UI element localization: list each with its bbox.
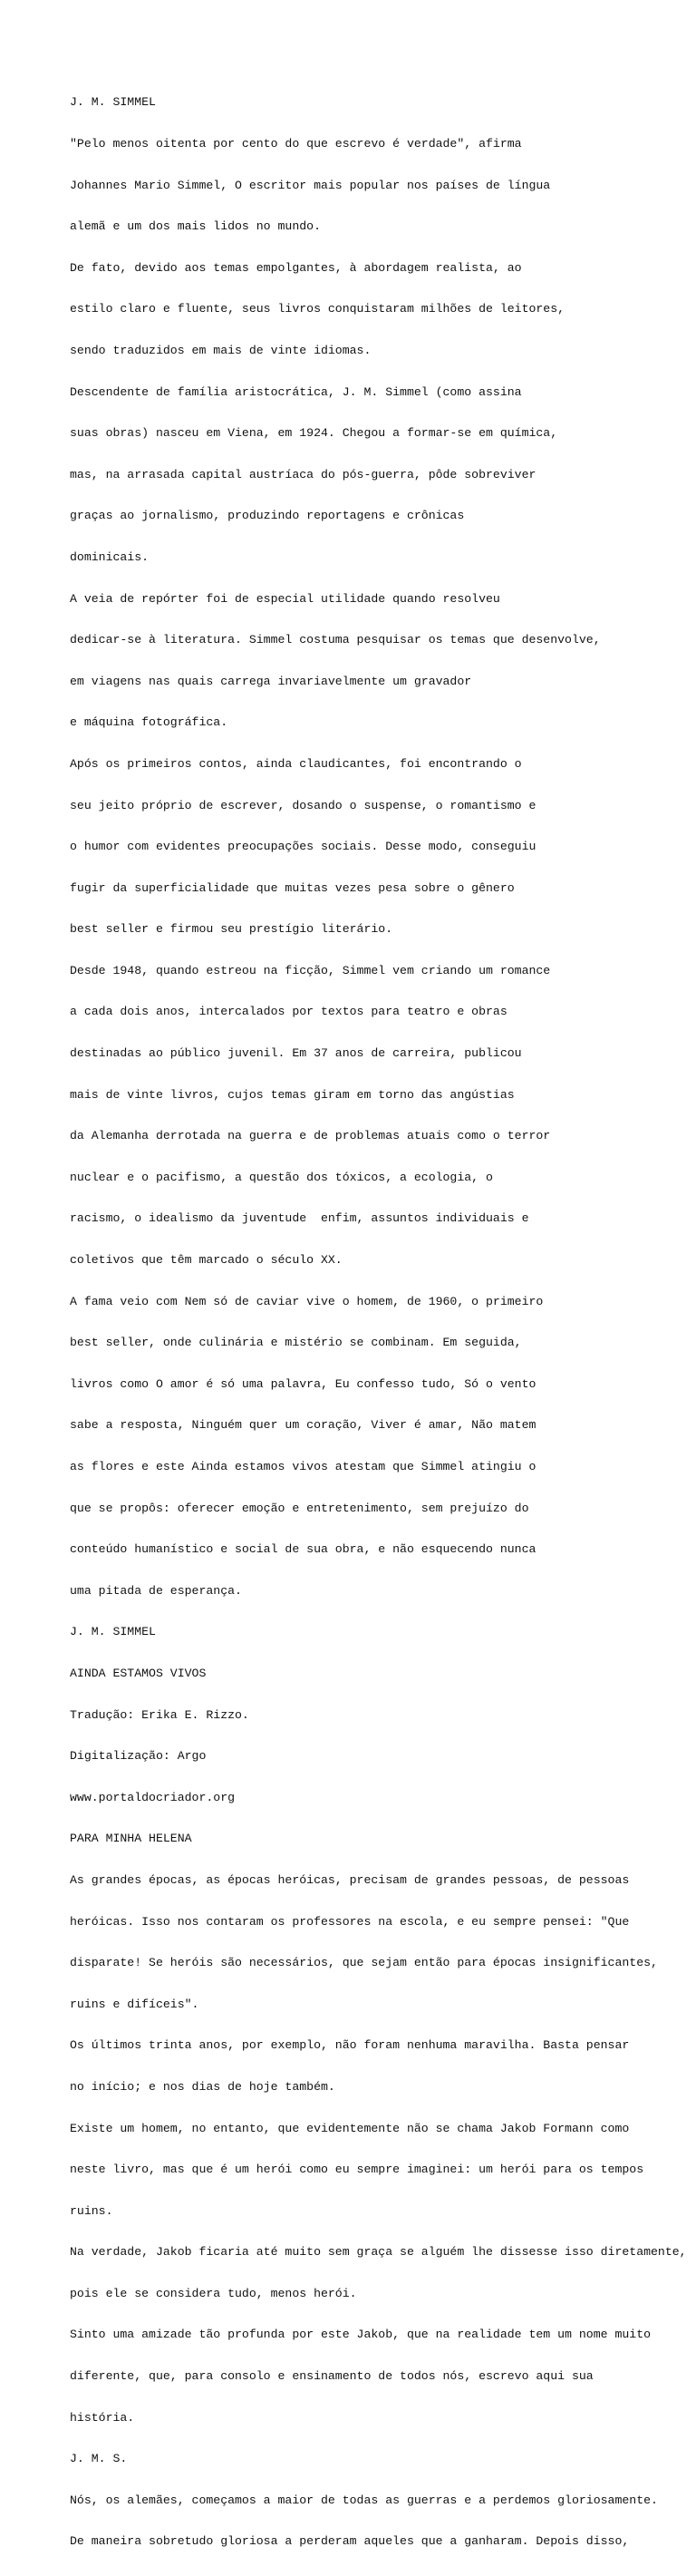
text-line: que se propôs: oferecer emoção e entretenimento, sem prejuízo do <box>70 1501 529 1515</box>
text-line: alemã e um dos mais lidos no mundo. <box>70 219 321 234</box>
text-line: disparate! Se heróis são necessários, que sejam então para épocas insignificantes, <box>70 1956 658 1970</box>
text-line: livros como O amor é só uma palavra, Eu confesso tudo, Só o vento <box>70 1376 536 1391</box>
text-line: graças ao jornalismo, produzindo reportagens e crônicas <box>70 509 465 523</box>
text-line: heróicas. Isso nos contaram os professores na escola, e eu sempre pensei: "Que <box>70 1914 630 1929</box>
text-line: a cada dois anos, intercalados por textos para teatro e obras <box>70 1005 508 1019</box>
text-line: suas obras) nasceu em Viena, em 1924. Chegou a formar-se em química, <box>70 426 558 441</box>
text-line: seu jeito próprio de escrever, dosando o suspense, o romantismo e <box>70 798 536 812</box>
text-line: uma pitada de esperança. <box>70 1583 242 1598</box>
text-line: PARA MINHA HELENA <box>70 1832 192 1846</box>
text-line: racismo, o idealismo da juventude enfim, assuntos individuais e <box>70 1211 529 1226</box>
text-line: em viagens nas quais carrega invariavelmente um gravador <box>70 674 472 688</box>
text-line: as flores e este Ainda estamos vivos atestam que Simmel atingiu o <box>70 1460 536 1473</box>
text-line: ruins. <box>70 2203 113 2218</box>
text-line: destinadas ao público juvenil. Em 37 anos de carreira, publicou <box>70 1046 522 1061</box>
text-line: coletivos que têm marcado o século XX. <box>70 1253 343 1268</box>
text-line: De maneira sobretudo gloriosa a perderam aqueles que a ganharam. Depois disso, <box>70 2534 630 2549</box>
text-line: mais de vinte livros, cujos temas giram em torno das angústias <box>70 1087 515 1102</box>
document-text <box>70 68 686 2576</box>
text-line: A veia de repórter foi de especial utilidade quando resolveu <box>70 591 500 606</box>
text-line: diferente, que, para consolo e ensinamento de todos nós, escrevo aqui sua <box>70 2369 594 2384</box>
text-line: best seller e firmou seu prestígio literário. <box>70 922 393 937</box>
text-line: sendo traduzidos em mais de vinte idiomas. <box>70 343 372 357</box>
text-line: Existe um homem, no entanto, que evidentemente não se chama Jakob Formann como <box>70 2121 630 2135</box>
text-line: J. M. SIMMEL <box>70 95 156 110</box>
text-line: As grandes épocas, as épocas heróicas, precisam de grandes pessoas, de pessoas <box>70 1872 630 1887</box>
text-line: fugir da superficialidade que muitas vezes pesa sobre o gênero <box>70 880 515 895</box>
text-line: Descendente de família aristocrática, J. M. Simmel (como assina <box>70 384 522 399</box>
text-line: neste livro, mas que é um herói como eu sempre imaginei: um herói para os tempos <box>70 2163 644 2177</box>
text-line: da Alemanha derrotada na guerra e de problemas atuais como o terror <box>70 1129 551 1143</box>
text-line: mas, na arrasada capital austríaca do pós-guerra, pôde sobreviver <box>70 467 536 481</box>
text-line: J. M. SIMMEL <box>70 1625 156 1639</box>
text-line: nuclear e o pacifismo, a questão dos tóxicos, a ecologia, o <box>70 1170 493 1184</box>
text-line: dominicais. <box>70 549 150 564</box>
text-line: pois ele se considera tudo, menos herói. <box>70 2286 357 2300</box>
text-line: dedicar-se à literatura. Simmel costuma pesquisar os temas que desenvolve, <box>70 633 601 647</box>
text-line: A fama veio com Nem só de caviar vive o homem, de 1960, o primeiro <box>70 1294 544 1308</box>
text-line: best seller, onde culinária e mistério se combinam. Em seguida, <box>70 1336 522 1350</box>
text-line: "Pelo menos oitenta por cento do que escrevo é verdade", afirma <box>70 137 522 151</box>
text-line: J. M. S. <box>70 2452 128 2466</box>
text-line: história. <box>70 2410 135 2425</box>
text-line: ruins e difíceis". <box>70 1997 199 2011</box>
text-line: Johannes Mario Simmel, O escritor mais popular nos países de língua <box>70 178 551 192</box>
text-line: Sinto uma amizade tão profunda por este Jakob, que na realidade tem um nome muito <box>70 2328 652 2342</box>
text-line: no início; e nos dias de hoje também. <box>70 2079 335 2094</box>
text-line: Na verdade, Jakob ficaria até muito sem graça se alguém lhe dissesse isso diretamente, <box>70 2245 687 2260</box>
text-line: Desde 1948, quando estreou na ficção, Simmel vem criando um romance <box>70 963 551 977</box>
text-line: www.portaldocriador.org <box>70 1790 236 1804</box>
text-line: AINDA ESTAMOS VIVOS <box>70 1666 207 1680</box>
text-line: estilo claro e fluente, seus livros conquistaram milhões de leitores, <box>70 302 566 316</box>
text-line: De fato, devido aos temas empolgantes, à abordagem realista, ao <box>70 260 522 275</box>
text-line: Os últimos trinta anos, por exemplo, não foram nenhuma maravilha. Basta pensar <box>70 2038 630 2053</box>
text-line: Após os primeiros contos, ainda claudicantes, foi encontrando o <box>70 756 522 771</box>
text-line: Nós, os alemães, começamos a maior de todas as guerras e a perdemos gloriosamente. <box>70 2493 658 2507</box>
text-line: Tradução: Erika E. Rizzo. <box>70 1707 249 1722</box>
text-line: Digitalização: Argo <box>70 1749 207 1764</box>
text-line: e máquina fotográfica. <box>70 715 228 730</box>
text-line: o humor com evidentes preocupações sociais. Desse modo, conseguiu <box>70 840 536 854</box>
text-line: sabe a resposta, Ninguém quer um coração, Viver é amar, Não matem <box>70 1418 536 1433</box>
text-line: conteúdo humanístico e social de sua obra, e não esquecendo nunca <box>70 1542 536 1557</box>
